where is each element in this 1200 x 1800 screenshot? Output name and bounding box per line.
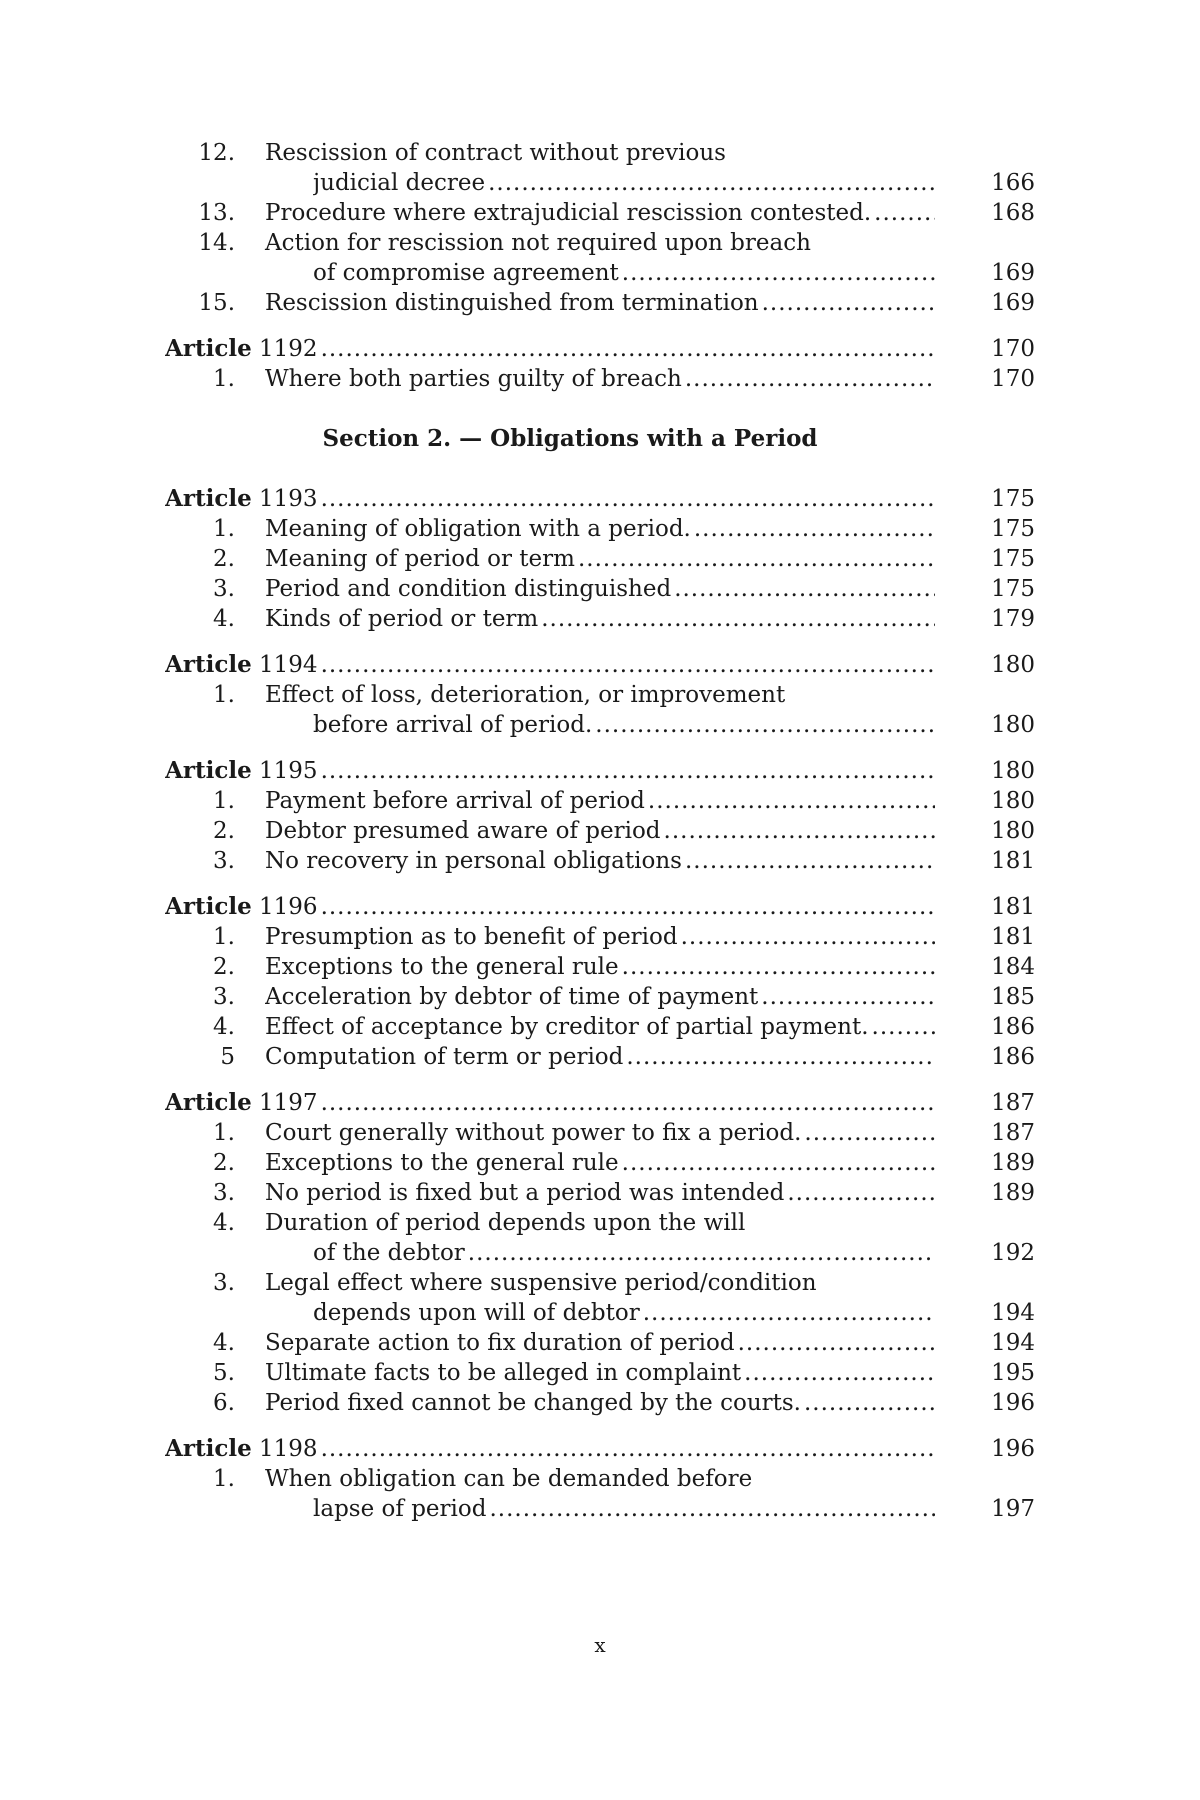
article-heading[interactable] [165,334,1035,364]
dot-leader [313,168,935,198]
toc-entry-line [165,1298,1035,1328]
toc-entry-line [165,680,1035,710]
spacer [165,318,1035,334]
dot-leader [165,756,935,786]
entry-label-line [265,922,1035,952]
toc-entry-line [165,922,1035,952]
entry-title: Action for rescission not required upon breach [265,230,814,256]
article-group [165,334,1035,394]
spacer [165,394,1035,424]
toc-entry[interactable] [165,1268,1035,1328]
entry-label-line [265,1268,1035,1298]
toc-entry-line [165,168,1035,198]
article-group [165,1088,1035,1418]
entry-number: 1. [213,924,235,950]
dot-leader [313,1494,935,1524]
toc-group [165,138,1035,318]
toc-entry-line [165,846,1035,876]
article-word: Article [165,1089,252,1116]
entry-label-line [265,138,1035,168]
dot-leader [265,816,935,846]
article-title [165,758,321,784]
entry-page-number: 196 [991,1390,1035,1416]
toc-entry[interactable] [165,198,1035,228]
toc-entry-line [165,1012,1035,1042]
entry-page-number: 180 [991,818,1035,844]
article-heading[interactable] [165,756,1035,786]
entry-label-line [265,228,1035,258]
entry-title: Exceptions to the general rule [265,1150,622,1176]
toc-entry[interactable] [165,1148,1035,1178]
toc-entry-line [165,1268,1035,1298]
entry-title: Period fixed cannot be changed by the courts. [265,1390,804,1416]
entry-number: 3. [213,984,235,1010]
dot-leader [165,1088,935,1118]
toc-entry-line [165,816,1035,846]
spacer [165,634,1035,650]
dot-leader [313,1298,935,1328]
dot-leader [265,982,935,1012]
entry-label-line [265,574,1035,604]
toc-entry[interactable] [165,574,1035,604]
toc-entry-line [165,1178,1035,1208]
dot-leader [265,1178,935,1208]
toc-entry-line [165,710,1035,740]
toc-entry-line [165,1494,1035,1524]
toc-entry-line [165,982,1035,1012]
article-heading-line [165,756,1035,786]
entry-title: before arrival of period. [313,712,595,738]
article-word: Article [165,335,252,362]
article-title [165,486,321,512]
entry-page-number: 189 [991,1150,1035,1176]
toc-entry[interactable] [165,544,1035,574]
entry-number: 4. [213,1210,235,1236]
toc-entry[interactable] [165,846,1035,876]
toc-entry[interactable] [165,816,1035,846]
entry-title: lapse of period [313,1496,489,1522]
entry-label-line [265,1118,1035,1148]
toc-entry[interactable] [165,138,1035,198]
entry-page-number: 186 [991,1044,1035,1070]
page-folio: x [594,1633,606,1657]
dot-leader [265,1358,935,1388]
entry-number: 12. [198,140,235,166]
entry-number: 5. [213,1360,235,1386]
spacer [165,1072,1035,1088]
toc-entry[interactable] [165,1118,1035,1148]
toc-entry[interactable] [165,1388,1035,1418]
entry-label-line [313,710,1035,740]
article-heading[interactable] [165,484,1035,514]
entry-title: Kinds of period or term [265,606,541,632]
dot-leader [165,650,935,680]
dot-leader [265,1012,935,1042]
entry-number: 3. [213,1180,235,1206]
entry-title: Where both parties guilty of breach [265,366,685,392]
entry-title: When obligation can be demanded before [265,1466,755,1492]
dot-leader [165,892,935,922]
toc-entry-line [165,288,1035,318]
article-title [165,1090,321,1116]
article-title [165,1436,321,1462]
article-number: 1196 [251,894,318,920]
entry-label-line [265,364,1035,394]
entry-number: 4. [213,1330,235,1356]
dot-leader [265,786,935,816]
entry-title: Debtor presumed aware of period [265,818,664,844]
article-page-number: 181 [991,894,1035,920]
entry-page-number: 179 [991,606,1035,632]
entry-title: Rescission of contract without previous [265,140,729,166]
dot-leader [265,922,935,952]
toc-entry-line [165,198,1035,228]
entry-label-line [265,1042,1035,1072]
entry-title: judicial decree [313,170,488,196]
dot-leader [313,258,935,288]
entry-title: No period is fixed but a period was intended [265,1180,787,1206]
entry-title: Rescission distinguished from termination [265,290,762,316]
entry-number: 1. [213,788,235,814]
entry-page-number: 180 [991,712,1035,738]
article-page-number: 196 [991,1436,1035,1462]
toc-entry-line [165,364,1035,394]
entry-page-number: 175 [991,576,1035,602]
entry-label-line [265,1178,1035,1208]
toc-entry[interactable] [165,364,1035,394]
entry-title: Computation of term or period [265,1044,626,1070]
toc-entry[interactable] [165,786,1035,816]
article-word: Article [165,757,252,784]
toc-entry-line [165,228,1035,258]
toc-entry[interactable] [165,228,1035,288]
entry-label-line [265,544,1035,574]
entry-label-line [265,1012,1035,1042]
entry-title: Payment before arrival of period [265,788,648,814]
dot-leader [265,198,935,228]
article-page-number: 180 [991,652,1035,678]
toc-entry-line [165,604,1035,634]
article-heading-line [165,892,1035,922]
entry-label-line [265,1388,1035,1418]
article-word: Article [165,1435,252,1462]
section-heading: Section 2. — Obligations with a Period [322,425,818,452]
dot-leader [265,846,935,876]
toc-entry-line [165,786,1035,816]
entry-number: 4. [213,1014,235,1040]
entry-label-line [265,604,1035,634]
entry-number: 1. [213,682,235,708]
entry-number: 6. [213,1390,235,1416]
article-title [165,336,321,362]
entry-number: 1. [213,1120,235,1146]
entry-title: of compromise agreement [313,260,622,286]
entry-label-line [265,1208,1035,1238]
entry-label-line [265,1148,1035,1178]
toc-entry[interactable] [165,922,1035,952]
article-heading-line [165,650,1035,680]
toc-entry-line [165,1208,1035,1238]
entry-label-line [265,846,1035,876]
toc-entry-line [165,544,1035,574]
entry-page-number: 180 [991,788,1035,814]
dot-leader [265,364,935,394]
toc-entry-line [165,1358,1035,1388]
entry-label-line [265,786,1035,816]
article-heading-line [165,484,1035,514]
dot-leader [313,1238,935,1268]
toc-entry-line [165,514,1035,544]
toc-entry[interactable] [165,604,1035,634]
dot-leader [265,1042,935,1072]
entry-title: Legal effect where suspensive period/condition [265,1270,820,1296]
article-page-number: 187 [991,1090,1035,1116]
article-word: Article [165,893,252,920]
spacer [165,876,1035,892]
entry-page-number: 184 [991,954,1035,980]
entry-number: 1. [213,1466,235,1492]
entry-title: Separate action to fix duration of period [265,1330,738,1356]
article-group [165,892,1035,1072]
entry-title: Meaning of obligation with a period. [265,516,694,542]
entry-title: No recovery in personal obligations [265,848,685,874]
entry-page-number: 168 [991,200,1035,226]
entry-number: 2. [213,1150,235,1176]
entry-page-number: 175 [991,516,1035,542]
entry-number: 13. [198,200,235,226]
entry-number: 3. [213,848,235,874]
article-page-number: 175 [991,486,1035,512]
entry-number: 4. [213,606,235,632]
article-number: 1197 [251,1090,318,1116]
spacer [165,1418,1035,1434]
entry-title: Acceleration by debtor of time of payment [265,984,761,1010]
dot-leader [265,544,935,574]
entry-label-line [313,1298,1035,1328]
toc-entry-line [165,1388,1035,1418]
toc-entry[interactable] [165,1178,1035,1208]
toc-entry[interactable] [165,514,1035,544]
article-heading-line [165,334,1035,364]
article-heading[interactable] [165,1088,1035,1118]
entry-number: 2. [213,818,235,844]
toc-entry[interactable] [165,1464,1035,1524]
entry-number: 3. [213,1270,235,1296]
dot-leader [265,952,935,982]
article-heading-line [165,1434,1035,1464]
toc-entry[interactable] [165,982,1035,1012]
entry-number: 2. [213,546,235,572]
article-heading-line [165,1088,1035,1118]
article-title [165,894,321,920]
dot-leader [165,334,935,364]
entry-page-number: 170 [991,366,1035,392]
table-of-contents [165,138,1035,1524]
article-group [165,1434,1035,1524]
dot-leader [165,1434,935,1464]
article-number: 1198 [251,1436,318,1462]
article-page-number: 170 [991,336,1035,362]
article-title [165,652,321,678]
toc-entry[interactable] [165,952,1035,982]
dot-leader [265,1148,935,1178]
dot-leader [313,710,935,740]
toc-entry-line [165,1118,1035,1148]
toc-entry-line [165,1148,1035,1178]
entry-title: Effect of acceptance by creditor of partial payment. [265,1014,872,1040]
entry-number: 2. [213,954,235,980]
entry-title: Court generally without power to fix a period. [265,1120,804,1146]
entry-title: of the debtor [313,1240,468,1266]
article-word: Article [165,485,252,512]
entry-number: 15. [198,290,235,316]
entry-page-number: 189 [991,1180,1035,1206]
entry-number: 5 [220,1044,235,1070]
entry-label-line [265,1358,1035,1388]
toc-entry-line [165,952,1035,982]
entry-page-number: 181 [991,848,1035,874]
entry-page-number: 181 [991,924,1035,950]
entry-page-number: 169 [991,290,1035,316]
entry-page-number: 169 [991,260,1035,286]
entry-label-line [313,168,1035,198]
entry-page-number: 187 [991,1120,1035,1146]
entry-title: Exceptions to the general rule [265,954,622,980]
toc-entry[interactable] [165,1012,1035,1042]
entry-title: Period and condition distinguished [265,576,674,602]
toc-entry-line [165,1042,1035,1072]
toc-entry-line [165,574,1035,604]
dot-leader [265,1388,935,1418]
toc-entry[interactable] [165,1208,1035,1268]
spacer [165,454,1035,484]
dot-leader [265,604,935,634]
entry-label-line [265,514,1035,544]
toc-entry[interactable] [165,1042,1035,1072]
entry-title: Meaning of period or term [265,546,578,572]
entry-label-line [265,982,1035,1012]
entry-title: Duration of period depends upon the will [265,1210,748,1236]
entry-label-line [265,680,1035,710]
toc-entry[interactable] [165,680,1035,740]
entry-label-line [265,816,1035,846]
entry-page-number: 192 [991,1240,1035,1266]
dot-leader [165,484,935,514]
entry-label-line [265,952,1035,982]
article-heading[interactable] [165,650,1035,680]
spacer [165,740,1035,756]
entry-number: 1. [213,516,235,542]
entry-page-number: 194 [991,1330,1035,1356]
toc-entry-line [165,1238,1035,1268]
entry-label-line [313,1494,1035,1524]
toc-entry[interactable] [165,288,1035,318]
entry-page-number: 175 [991,546,1035,572]
entry-page-number: 195 [991,1360,1035,1386]
toc-entry-line [165,258,1035,288]
entry-title: depends upon will of debtor [313,1300,643,1326]
dot-leader [265,574,935,604]
toc-entry[interactable] [165,1328,1035,1358]
entry-label-line [265,1328,1035,1358]
article-heading[interactable] [165,892,1035,922]
entry-label-line [265,198,1035,228]
entry-page-number: 194 [991,1300,1035,1326]
entry-label-line [265,288,1035,318]
entry-number: 14. [198,230,235,256]
dot-leader [265,514,935,544]
article-number: 1193 [251,486,318,512]
article-heading[interactable] [165,1434,1035,1464]
entry-page-number: 186 [991,1014,1035,1040]
toc-entry-line [165,138,1035,168]
entry-page-number: 197 [991,1496,1035,1522]
entry-number: 3. [213,576,235,602]
article-word: Article [165,651,252,678]
toc-entry[interactable] [165,1358,1035,1388]
dot-leader [265,288,935,318]
entry-number: 1. [213,366,235,392]
article-number: 1194 [251,652,318,678]
toc-entry-line [165,1328,1035,1358]
article-group [165,756,1035,876]
article-number: 1195 [251,758,318,784]
entry-label-line [313,1238,1035,1268]
entry-title: Procedure where extrajudicial rescission contested. [265,200,874,226]
entry-page-number: 166 [991,170,1035,196]
article-page-number: 180 [991,758,1035,784]
article-group [165,650,1035,740]
entry-title: Ultimate facts to be alleged in complaint [265,1360,744,1386]
dot-leader [265,1328,935,1358]
article-number: 1192 [251,336,318,362]
entry-title: Effect of loss, deterioration, or improvement [265,682,788,708]
entry-label-line [313,258,1035,288]
entry-page-number: 185 [991,984,1035,1010]
entry-title: Presumption as to benefit of period [265,924,681,950]
toc-entry-line [165,1464,1035,1494]
article-group [165,484,1035,634]
entry-label-line [265,1464,1035,1494]
dot-leader [265,1118,935,1148]
